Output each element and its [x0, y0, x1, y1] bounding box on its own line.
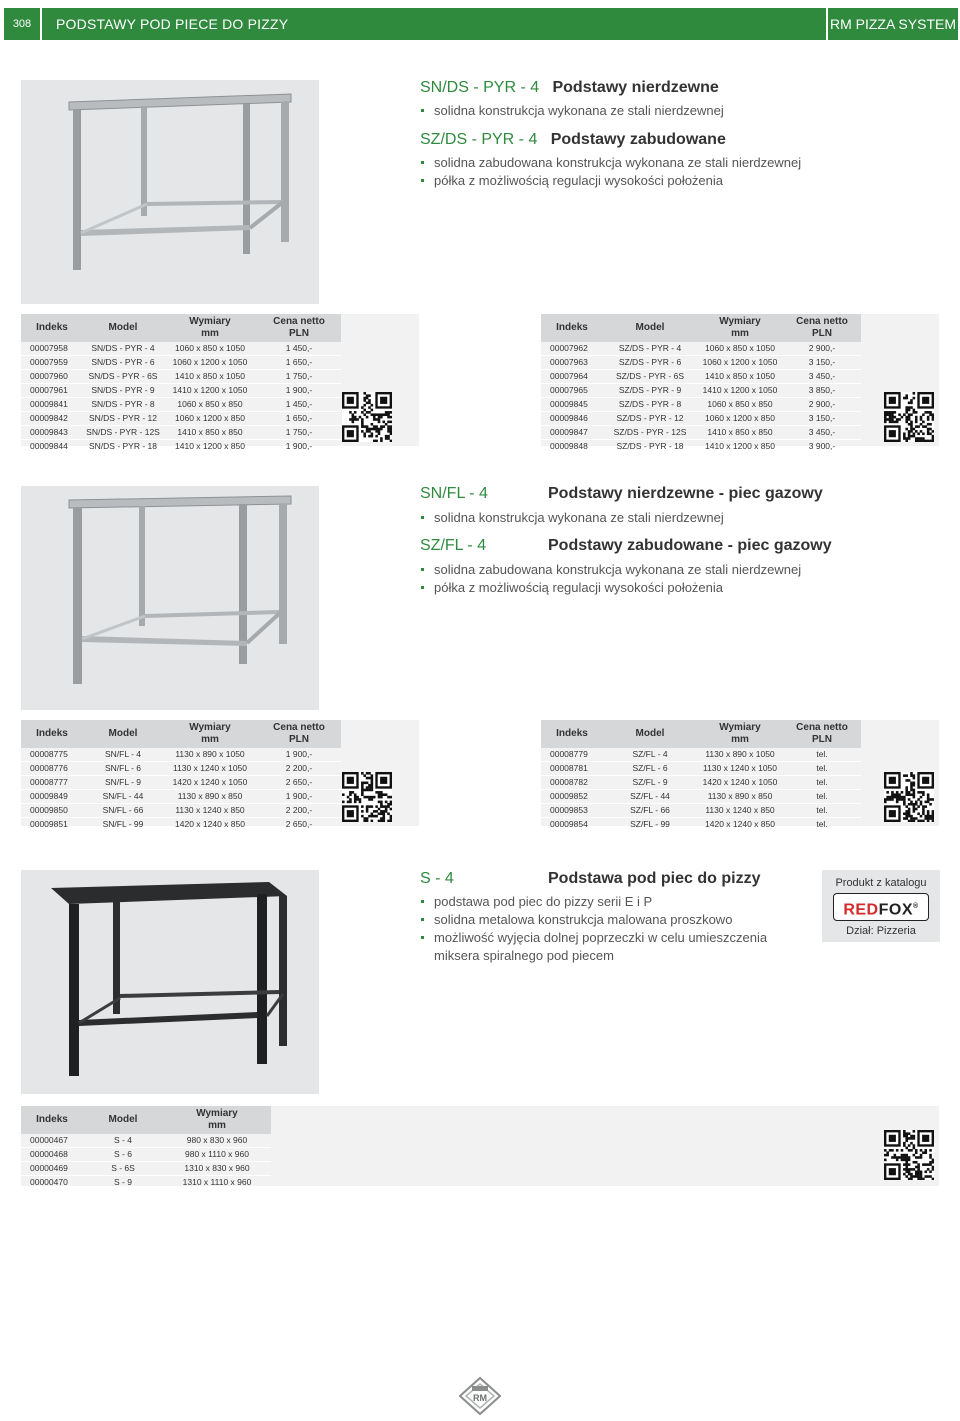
product-photo-sn-ds-pyr	[21, 80, 319, 304]
table-cell: 1 650,-	[257, 412, 341, 426]
product-name: Podstawy nierdzewne - piec gazowy	[548, 485, 823, 502]
table-cell: 2 200,-	[257, 762, 341, 776]
table-cell: 3 850,-	[783, 384, 861, 398]
table-cell: 00000468	[21, 1148, 83, 1162]
table-row	[21, 790, 341, 804]
table-cell: 1420 x 1240 x 850	[697, 818, 783, 832]
product-name: Podstawy nierdzewne	[552, 79, 719, 96]
table-cell: 1 450,-	[257, 398, 341, 412]
table-cell: 3 900,-	[783, 440, 861, 454]
table-cell: 1130 x 890 x 850	[697, 790, 783, 804]
feature-item: solidna zabudowana konstrukcja wykonana ze stali nierdzewnej	[420, 561, 801, 579]
table-cell: SN/FL - 6	[83, 762, 163, 776]
table-row	[21, 370, 341, 384]
table-cell: 00007960	[21, 370, 83, 384]
table-row	[541, 776, 861, 790]
price-table-sz-fl	[541, 720, 939, 829]
table-cell: 00007962	[541, 342, 603, 356]
table-row	[21, 748, 341, 762]
table-cell: 1410 x 850 x 850	[163, 426, 257, 440]
table-row	[541, 440, 861, 454]
table-cell: 1060 x 850 x 850	[163, 398, 257, 412]
catalog-label: Produkt z katalogu	[835, 877, 927, 889]
table-cell: 2 900,-	[783, 398, 861, 412]
table-cell: 1420 x 1240 x 1050	[163, 776, 257, 790]
table-body	[541, 748, 861, 832]
product-model: S - 4	[420, 870, 454, 887]
table-row	[541, 790, 861, 804]
feature-item: półka z możliwością regulacji wysokości położenia	[420, 172, 801, 190]
table-cell: 00009846	[541, 412, 603, 426]
table-cell: tel.	[783, 790, 861, 804]
feature-list	[420, 154, 801, 190]
col-cena: Cena netto PLN	[257, 314, 341, 342]
feature-item: półka z możliwością regulacji wysokości położenia	[420, 579, 801, 597]
col-model: Model	[603, 720, 697, 748]
table-cell: SN/FL - 99	[83, 818, 163, 832]
col-cena: Cena netto PLN	[783, 314, 861, 342]
table-cell: 1420 x 1240 x 850	[163, 818, 257, 832]
table-cell: 980 x 1110 x 960	[163, 1148, 271, 1162]
product-model: SZ/FL - 4	[420, 537, 487, 554]
table-cell: 1130 x 1240 x 850	[697, 804, 783, 818]
table-cell: SZ/DS - PYR - 8	[603, 398, 697, 412]
table-cell: 00000467	[21, 1134, 83, 1148]
table-cell: 00000469	[21, 1162, 83, 1176]
table-cell: SN/DS - PYR - 12S	[83, 426, 163, 440]
table-cell: SN/DS - PYR - 12	[83, 412, 163, 426]
table-cell: 00009842	[21, 412, 83, 426]
table-cell: 1130 x 890 x 1050	[697, 748, 783, 762]
table-cell: 2 650,-	[257, 776, 341, 790]
rm-logo-icon	[458, 1376, 502, 1416]
product-photo-sn-fl	[21, 486, 319, 710]
table-body	[21, 342, 341, 454]
table-cell: 00007965	[541, 384, 603, 398]
feature-item: podstawa pod piec do pizzy serii E i P	[420, 893, 790, 911]
col-indeks: Indeks	[541, 314, 603, 342]
feature-item: solidna zabudowana konstrukcja wykonana ze stali nierdzewnej	[420, 154, 801, 172]
table-cell: 1410 x 1200 x 850	[163, 440, 257, 454]
table-cell: 1130 x 1240 x 850	[163, 804, 257, 818]
feature-list	[420, 893, 790, 965]
table-cell: 3 150,-	[783, 412, 861, 426]
table-cell: 00009845	[541, 398, 603, 412]
table-cell: SZ/DS - PYR - 9	[603, 384, 697, 398]
catalog-badge	[822, 870, 940, 942]
col-cena: Cena netto PLN	[257, 720, 341, 748]
table-cell: 1 450,-	[257, 342, 341, 356]
table-cell: SZ/DS - PYR - 6S	[603, 370, 697, 384]
table-cell: SZ/FL - 9	[603, 776, 697, 790]
table-cell: 1 900,-	[257, 748, 341, 762]
catalog-department: Dział: Pizzeria	[846, 925, 916, 937]
table-cell: 00007963	[541, 356, 603, 370]
price-table	[541, 720, 861, 832]
table-cell: tel.	[783, 804, 861, 818]
product-title-3	[420, 484, 823, 504]
table-row	[21, 1162, 271, 1176]
table-row	[541, 356, 861, 370]
product-name: Podstawy zabudowane	[550, 131, 726, 148]
table-row	[541, 384, 861, 398]
qr-code-icon	[884, 1130, 934, 1180]
col-model: Model	[603, 314, 697, 342]
table-cell: 3 150,-	[783, 356, 861, 370]
table-row	[21, 762, 341, 776]
table-cell: 1410 x 850 x 850	[697, 426, 783, 440]
table-row	[541, 748, 861, 762]
table-cell: 1 900,-	[257, 440, 341, 454]
brand-label: RM PIZZA SYSTEM	[828, 8, 958, 40]
qr-code-icon	[884, 772, 934, 822]
table-row	[21, 1176, 271, 1190]
price-table	[21, 720, 341, 832]
table-cell: 00009851	[21, 818, 83, 832]
table-row	[21, 342, 341, 356]
table-cell: 1 750,-	[257, 370, 341, 384]
table-cell: 1060 x 850 x 1050	[163, 342, 257, 356]
table-cell: S - 9	[83, 1176, 163, 1190]
table-body	[21, 1134, 271, 1190]
table-row	[21, 804, 341, 818]
table-cell: 3 450,-	[783, 370, 861, 384]
table-cell: 3 450,-	[783, 426, 861, 440]
table-cell: 1410 x 1200 x 1050	[163, 384, 257, 398]
table-cell: SZ/DS - PYR - 12	[603, 412, 697, 426]
table-cell: 1 900,-	[257, 790, 341, 804]
table-cell: 00008775	[21, 748, 83, 762]
page-header	[0, 4, 960, 42]
table-cell: SZ/FL - 99	[603, 818, 697, 832]
table-row	[541, 398, 861, 412]
table-cell: 2 650,-	[257, 818, 341, 832]
table-cell: S - 4	[83, 1134, 163, 1148]
table-row	[21, 776, 341, 790]
table-cell: 2 200,-	[257, 804, 341, 818]
table-cell: SZ/FL - 44	[603, 790, 697, 804]
table-cell: 00007961	[21, 384, 83, 398]
col-indeks: Indeks	[541, 720, 603, 748]
table-row	[541, 342, 861, 356]
page-title: PODSTAWY POD PIECE DO PIZZY	[42, 8, 826, 40]
feature-list	[420, 561, 801, 597]
product-model: SN/FL - 4	[420, 485, 488, 502]
col-indeks: Indeks	[21, 314, 83, 342]
table-cell: SN/FL - 44	[83, 790, 163, 804]
qr-code-icon	[884, 392, 934, 442]
product-photo-s	[21, 870, 319, 1094]
table-cell: 1130 x 1240 x 1050	[697, 762, 783, 776]
feature-list	[420, 102, 724, 120]
feature-item: solidna konstrukcja wykonana ze stali nierdzewnej	[420, 102, 724, 120]
table-cell: SN/DS - PYR - 9	[83, 384, 163, 398]
table-row	[541, 412, 861, 426]
table-cell: 1060 x 1200 x 1050	[697, 356, 783, 370]
table-cell: 00009844	[21, 440, 83, 454]
table-row	[21, 356, 341, 370]
table-cell: 1130 x 890 x 850	[163, 790, 257, 804]
table-cell: 00008781	[541, 762, 603, 776]
table-cell: S - 6	[83, 1148, 163, 1162]
table-cell: 00000470	[21, 1176, 83, 1190]
table-cell: 00009841	[21, 398, 83, 412]
table-cell: SN/FL - 9	[83, 776, 163, 790]
table-cell: 1060 x 1200 x 850	[697, 412, 783, 426]
table-cell: SN/DS - PYR - 6S	[83, 370, 163, 384]
table-cell: 00008779	[541, 748, 603, 762]
table-cell: 1060 x 850 x 850	[697, 398, 783, 412]
product-title-5	[420, 869, 760, 889]
col-model: Model	[83, 720, 163, 748]
product-name: Podstawy zabudowane - piec gazowy	[548, 537, 832, 554]
product-name: Podstawa pod piec do pizzy	[548, 870, 761, 887]
table-row	[21, 398, 341, 412]
table-cell: 1 650,-	[257, 356, 341, 370]
col-wymiary: Wymiary mm	[697, 314, 783, 342]
table-cell: 00009852	[541, 790, 603, 804]
col-wymiary: Wymiary mm	[697, 720, 783, 748]
table-row	[541, 762, 861, 776]
table-cell: SN/DS - PYR - 18	[83, 440, 163, 454]
table-cell: 1060 x 1200 x 1050	[163, 356, 257, 370]
redfox-logo: REDFOX®	[833, 893, 929, 921]
product-model: SN/DS - PYR - 4	[420, 79, 540, 96]
price-table-sz-ds	[541, 314, 939, 451]
table-cell: 00009854	[541, 818, 603, 832]
table-cell: 00009849	[21, 790, 83, 804]
feature-list	[420, 509, 724, 527]
table-cell: 1 750,-	[257, 426, 341, 440]
table-cell: 00008776	[21, 762, 83, 776]
qr-code-icon	[342, 392, 392, 442]
table-row	[21, 1134, 271, 1148]
feature-item: możliwość wyjęcia dolnej poprzeczki w celu umieszczenia miksera spiralnego pod piecem	[420, 929, 790, 965]
table-cell: 00009853	[541, 804, 603, 818]
table-cell: 00009843	[21, 426, 83, 440]
table-row	[541, 804, 861, 818]
table-row	[21, 384, 341, 398]
col-model: Model	[83, 1106, 163, 1134]
table-cell: 1 900,-	[257, 384, 341, 398]
table-cell: 1310 x 830 x 960	[163, 1162, 271, 1176]
qr-code-icon	[342, 772, 392, 822]
table-cell: 00008777	[21, 776, 83, 790]
table-cell: 1410 x 850 x 1050	[163, 370, 257, 384]
col-indeks: Indeks	[21, 720, 83, 748]
col-wymiary: Wymiary mm	[163, 314, 257, 342]
price-table-s	[21, 1106, 939, 1186]
table-cell: SZ/DS - PYR - 6	[603, 356, 697, 370]
table-cell: 1060 x 850 x 1050	[697, 342, 783, 356]
table-cell: 00007958	[21, 342, 83, 356]
table-cell: 1420 x 1240 x 1050	[697, 776, 783, 790]
table-cell: 980 x 830 x 960	[163, 1134, 271, 1148]
product-model: SZ/DS - PYR - 4	[420, 131, 538, 148]
table-cell: 00007959	[21, 356, 83, 370]
product-title-4	[420, 536, 832, 556]
table-cell: S - 6S	[83, 1162, 163, 1176]
table-row	[21, 426, 341, 440]
product-title-2	[420, 130, 726, 150]
table-row	[541, 818, 861, 832]
table-cell: 00009848	[541, 440, 603, 454]
table-cell: SZ/FL - 6	[603, 762, 697, 776]
page-number: 308	[4, 8, 40, 40]
table-cell: SN/FL - 4	[83, 748, 163, 762]
col-indeks: Indeks	[21, 1106, 83, 1134]
product-title-1	[420, 78, 719, 98]
table-cell: 1130 x 890 x 1050	[163, 748, 257, 762]
table-cell: 1060 x 1200 x 850	[163, 412, 257, 426]
table-body	[21, 748, 341, 832]
table-cell: 00009850	[21, 804, 83, 818]
price-table	[21, 314, 341, 454]
table-cell: SZ/DS - PYR - 4	[603, 342, 697, 356]
table-cell: tel.	[783, 776, 861, 790]
table-row	[21, 818, 341, 832]
table-row	[541, 370, 861, 384]
table-cell: SN/DS - PYR - 8	[83, 398, 163, 412]
table-cell: tel.	[783, 748, 861, 762]
table-cell: SZ/FL - 66	[603, 804, 697, 818]
table-cell: tel.	[783, 818, 861, 832]
table-cell: 00008782	[541, 776, 603, 790]
table-cell: 00007964	[541, 370, 603, 384]
table-row	[21, 1148, 271, 1162]
table-cell: SZ/DS - PYR - 12S	[603, 426, 697, 440]
col-cena: Cena netto PLN	[783, 720, 861, 748]
table-cell: SN/FL - 66	[83, 804, 163, 818]
table-cell: SZ/DS - PYR - 18	[603, 440, 697, 454]
table-row	[21, 412, 341, 426]
col-model: Model	[83, 314, 163, 342]
table-cell: 00009847	[541, 426, 603, 440]
table-cell: 1310 x 1110 x 960	[163, 1176, 271, 1190]
table-cell: tel.	[783, 762, 861, 776]
table-cell: 1410 x 850 x 1050	[697, 370, 783, 384]
table-cell: SN/DS - PYR - 4	[83, 342, 163, 356]
table-cell: 1410 x 1200 x 850	[697, 440, 783, 454]
table-cell: SZ/FL - 4	[603, 748, 697, 762]
table-row	[21, 440, 341, 454]
price-table	[541, 314, 861, 454]
col-wymiary: Wymiary mm	[163, 720, 257, 748]
svg-text:RM: RM	[473, 1393, 487, 1403]
table-cell: 1410 x 1200 x 1050	[697, 384, 783, 398]
table-cell: SN/DS - PYR - 6	[83, 356, 163, 370]
table-cell: 2 900,-	[783, 342, 861, 356]
price-table	[21, 1106, 271, 1190]
table-cell: 1130 x 1240 x 1050	[163, 762, 257, 776]
table-body	[541, 342, 861, 454]
feature-item: solidna metalowa konstrukcja malowana proszkowo	[420, 911, 790, 929]
col-wymiary: Wymiary mm	[163, 1106, 271, 1134]
table-row	[541, 426, 861, 440]
feature-item: solidna konstrukcja wykonana ze stali nierdzewnej	[420, 509, 724, 527]
